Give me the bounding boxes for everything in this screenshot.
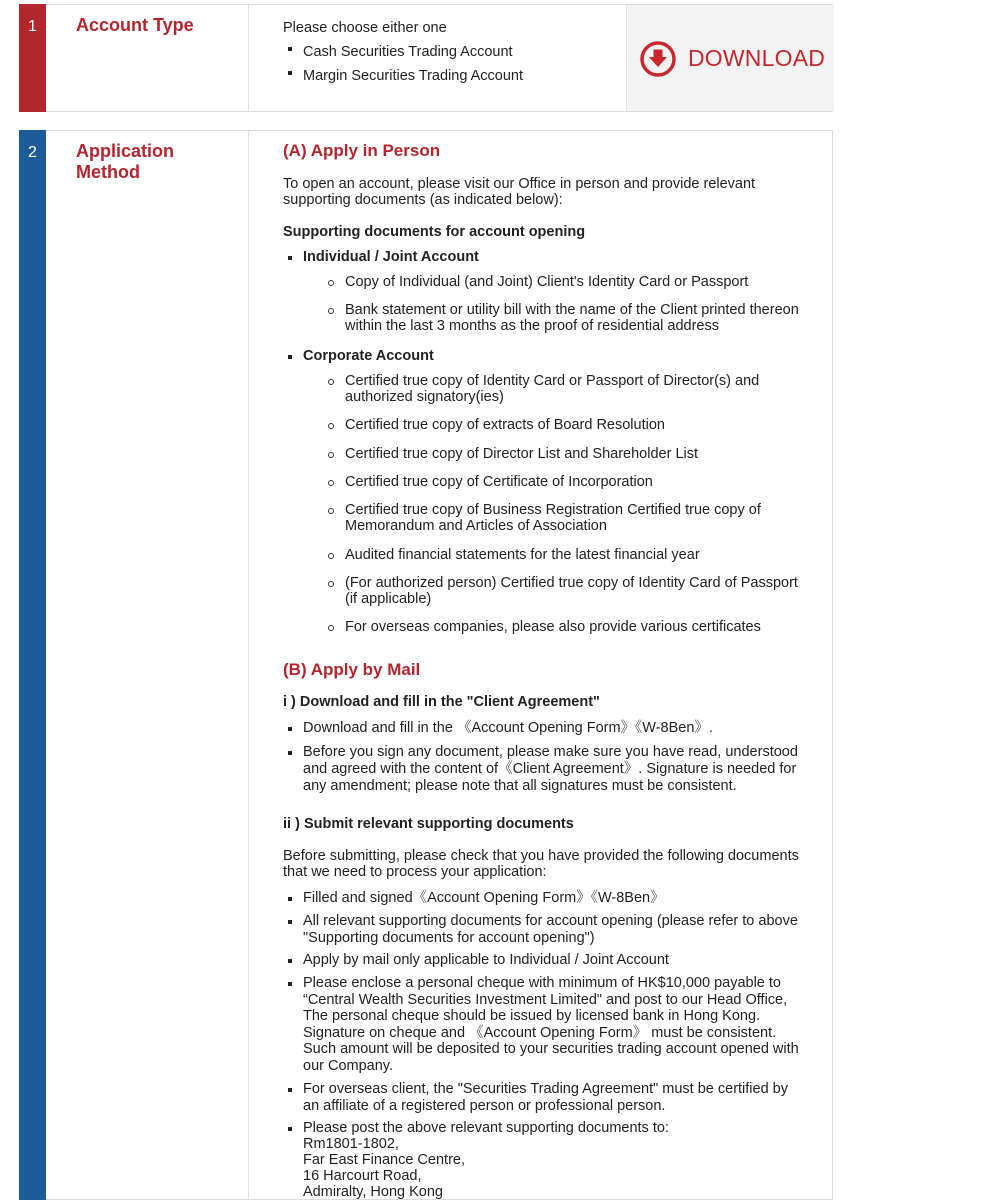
download-label: DOWNLOAD	[688, 45, 826, 71]
step-2-list	[283, 1120, 823, 1200]
step-number-badge: 2	[19, 130, 46, 1200]
download-button[interactable]	[626, 5, 834, 111]
application-method-title: Application Method	[76, 141, 174, 182]
column-divider	[248, 131, 249, 1199]
step-2-list	[283, 952, 823, 969]
corporate-docs-list	[283, 547, 843, 563]
address-line: Admiralty, Hong Kong	[303, 1184, 443, 1200]
step-2-item: Filled and signed《Account Opening Form》《W-8Ben》	[283, 890, 823, 907]
corporate-docs-list	[283, 619, 843, 635]
step-2-list	[283, 1081, 823, 1114]
doc-item: Audited financial statements for the latest financial year	[283, 547, 843, 563]
corporate-account-heading: Corporate Account	[283, 348, 818, 364]
step-1-list	[283, 720, 823, 737]
step-number-badge: 1	[19, 4, 46, 112]
account-type-intro: Please choose either one	[283, 20, 447, 36]
doc-item: Certified true copy of extracts of Board Resolution	[283, 417, 843, 433]
doc-item: Certified true copy of Identity Card or Passport of Director(s) and authorized signatory(ies)	[283, 373, 843, 405]
address-line: Far East Finance Centre,	[303, 1152, 465, 1168]
step-2-heading: ii ) Submit relevant supporting documents	[283, 816, 574, 832]
account-type-title: Account Type	[76, 15, 194, 35]
step-2-item: For overseas client, the "Securities Trading Agreement" must be certified by an affiliate of a registered person or professional person.	[283, 1081, 823, 1114]
doc-item: Bank statement or utility bill with the name of the Client printed thereon within the last 3 months as the proof of residential address	[283, 302, 843, 334]
application-method-row	[19, 130, 833, 1200]
step-2-list	[283, 975, 823, 1074]
step-2-item: All relevant supporting documents for account opening (please refer to above "Supporting documents for account opening")	[283, 913, 823, 946]
account-option: Cash Securities Trading Account	[283, 40, 818, 64]
step-1-item: Before you sign any document, please make sure you have read, understood and agreed with the content of《Client Agreement》. Signature is needed for any amendment; please note that all signatures must be consistent.	[283, 744, 823, 795]
supporting-docs-heading: Supporting documents for account opening	[283, 224, 586, 240]
doc-item: (For authorized person) Certified true copy of Identity Card of Passport (if applicable)	[283, 575, 843, 607]
download-circle-icon	[639, 40, 677, 78]
step-2-item: Please enclose a personal cheque with minimum of HK$10,000 payable to “Central Wealth Securities Investment Limited" and post to our Head Office, The personal cheque should be issued by licensed bank in Hong Kong. Signature on cheque and 《Account Opening Form》 must be consistent. Such amount will be deposited to your securities trading account opened with our Company.	[283, 975, 823, 1074]
step-1-list	[283, 744, 823, 795]
individual-account-list	[283, 249, 818, 265]
doc-item: Certified true copy of Director List and Shareholder List	[283, 446, 843, 462]
step-2-list	[283, 913, 823, 946]
account-type-row	[19, 4, 833, 112]
doc-item: Copy of Individual (and Joint) Client's Identity Card or Passport	[283, 274, 843, 290]
corporate-docs-list	[283, 417, 843, 433]
doc-item: Certified true copy of Certificate of Incorporation	[283, 474, 843, 490]
section-b-heading: (B) Apply by Mail	[283, 660, 421, 679]
corporate-docs-list	[283, 373, 843, 405]
section-a-heading: (A) Apply in Person	[283, 141, 441, 160]
step-2-intro: Before submitting, please check that you have provided the following documents that we need to process your application:	[283, 848, 799, 880]
address-line: 16 Harcourt Road,	[303, 1168, 422, 1184]
individual-docs-list	[283, 302, 843, 334]
step-2-list	[283, 890, 823, 907]
corporate-docs-list	[283, 502, 843, 534]
corporate-docs-list	[283, 446, 843, 462]
step-2-item: Please post the above relevant supporting documents to: Rm1801-1802, Far East Finance Centre, 16 Harcourt Road, Admiralty, Hong Kong	[283, 1120, 823, 1200]
step-1-item: Download and fill in the 《Account Opening Form》《W-8Ben》.	[283, 720, 823, 737]
individual-account-heading: Individual / Joint Account	[283, 249, 818, 265]
step-2-item: Apply by mail only applicable to Individual / Joint Account	[283, 952, 823, 969]
doc-item: For overseas companies, please also provide various certificates	[283, 619, 843, 635]
corporate-docs-list	[283, 575, 843, 607]
account-option: Margin Securities Trading Account	[283, 64, 818, 88]
corporate-docs-list	[283, 474, 843, 490]
doc-item: Certified true copy of Business Registration Certified true copy of Memorandum and Articles of Association	[283, 502, 843, 534]
address-line: Rm1801-1802,	[303, 1136, 399, 1152]
individual-docs-list	[283, 274, 843, 290]
section-a-intro: To open an account, please visit our Office in person and provide relevant supporting documents (as indicated below):	[283, 176, 756, 208]
corporate-account-list	[283, 348, 818, 364]
step-1-heading: i ) Download and fill in the "Client Agreement"	[283, 694, 600, 710]
column-divider	[248, 5, 249, 111]
